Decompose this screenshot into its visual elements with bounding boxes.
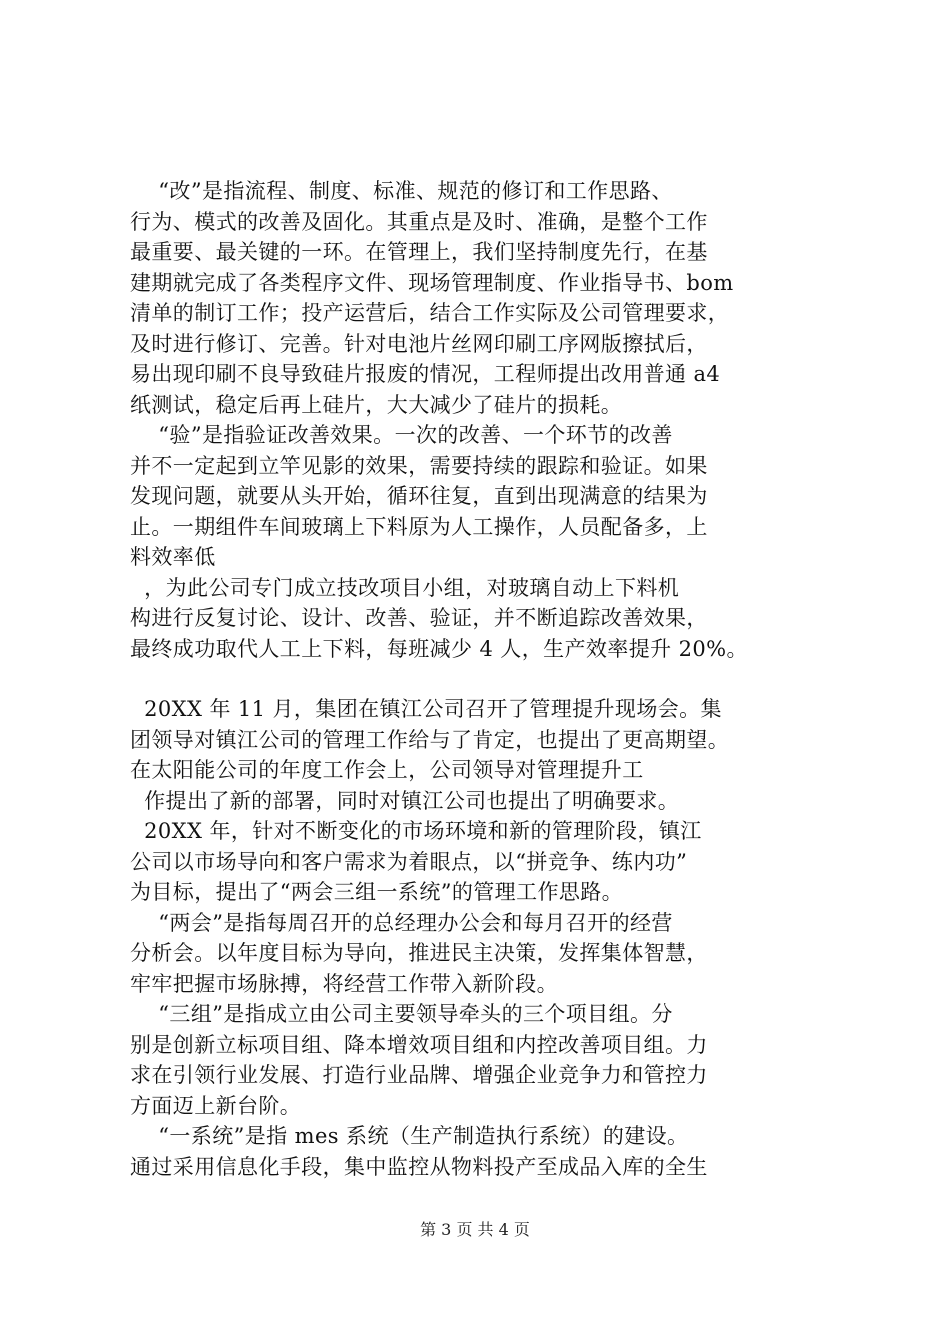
text-line: 公司以市场导向和客户需求为着眼点，以“拼竞争、练内功” — [130, 849, 688, 874]
text-line: 团领导对镇江公司的管理工作给与了肯定，也提出了更高期望。 — [130, 727, 730, 752]
text-line: “改”是指流程、制度、标准、规范的修订和工作思路、 — [130, 179, 673, 203]
text-line: 牢牢把握市场脉搏，将经营工作带入新阶段。 — [130, 971, 558, 996]
text-line: “三组”是指成立由公司主要领导牵头的三个项目组。分 — [130, 1002, 673, 1026]
text-line: 分析会。以年度目标为导向，推进民主决策，发挥集体智慧， — [130, 941, 708, 965]
page-footer: 第 3 页 共 4 页 — [420, 1220, 530, 1239]
text-line: 20XX 年，针对不断变化的市场环境和新的管理阶段，镇江 — [130, 819, 702, 843]
text-line: 建期就完成了各类程序文件、现场管理制度、作业指导书、bom — [130, 270, 734, 295]
text-line: 为目标，提出了“两会三组一系统”的管理工作思路。 — [130, 880, 624, 904]
text-line: 料效率低 — [130, 545, 216, 569]
text-line: 行为、模式的改善及固化。其重点是及时、准确，是整个工作 — [130, 209, 708, 234]
text-line: 止。一期组件车间玻璃上下料原为人工操作，人员配备多，上 — [130, 514, 708, 539]
text-line: ，为此公司专门成立技改项目小组，对玻璃自动上下料机 — [130, 575, 680, 600]
text-line: 纸测试，稳定后再上硅片，大大减少了硅片的损耗。 — [130, 392, 623, 417]
text-line: 最终成功取代人工上下料，每班减少 4 人，生产效率提升 20%。 — [130, 636, 748, 661]
text-line: 并不一定起到立竿见影的效果，需要持续的跟踪和验证。如果 — [130, 453, 708, 478]
text-line: “验”是指验证改善效果。一次的改善、一个环节的改善 — [130, 423, 673, 447]
text-line: 易出现印刷不良导致硅片报废的情况，工程师提出改用普通 a4 — [130, 362, 721, 386]
text-line: 求在引领行业发展、打造行业品牌、增强企业竞争力和管控力 — [130, 1063, 708, 1087]
text-line: 方面迈上新台阶。 — [130, 1093, 302, 1118]
text-line: 构进行反复讨论、设计、改善、验证，并不断追踪改善效果， — [130, 606, 708, 630]
text-line: “一系统”是指 mes 系统（生产制造执行系统）的建设。 — [130, 1124, 689, 1148]
document-body — [130, 176, 830, 1182]
text-line: 发现问题，就要从头开始，循环往复，直到出现满意的结果为 — [130, 484, 708, 508]
text-line: 及时进行修订、完善。针对电池片丝网印刷工序网版擦拭后， — [130, 331, 708, 356]
text-line: 在太阳能公司的年度工作会上，公司领导对管理提升工 — [130, 758, 644, 782]
text-line: 最重要、最关键的一环。在管理上，我们坚持制度先行，在基 — [130, 240, 708, 264]
text-line: “两会”是指每周召开的总经理办公会和每月召开的经营 — [130, 910, 673, 935]
text-line: 作提出了新的部署，同时对镇江公司也提出了明确要求。 — [130, 788, 680, 813]
text-line: 别是创新立标项目组、降本增效项目组和内控改善项目组。力 — [130, 1032, 708, 1057]
text-line: 清单的制订工作；投产运营后，结合工作实际及公司管理要求， — [130, 301, 730, 325]
text-line: 20XX 年 11 月，集团在镇江公司召开了管理提升现场会。集 — [130, 697, 722, 721]
text-line: 通过采用信息化手段，集中监控从物料投产至成品入库的全生 — [130, 1154, 708, 1179]
text-line — [130, 664, 830, 694]
